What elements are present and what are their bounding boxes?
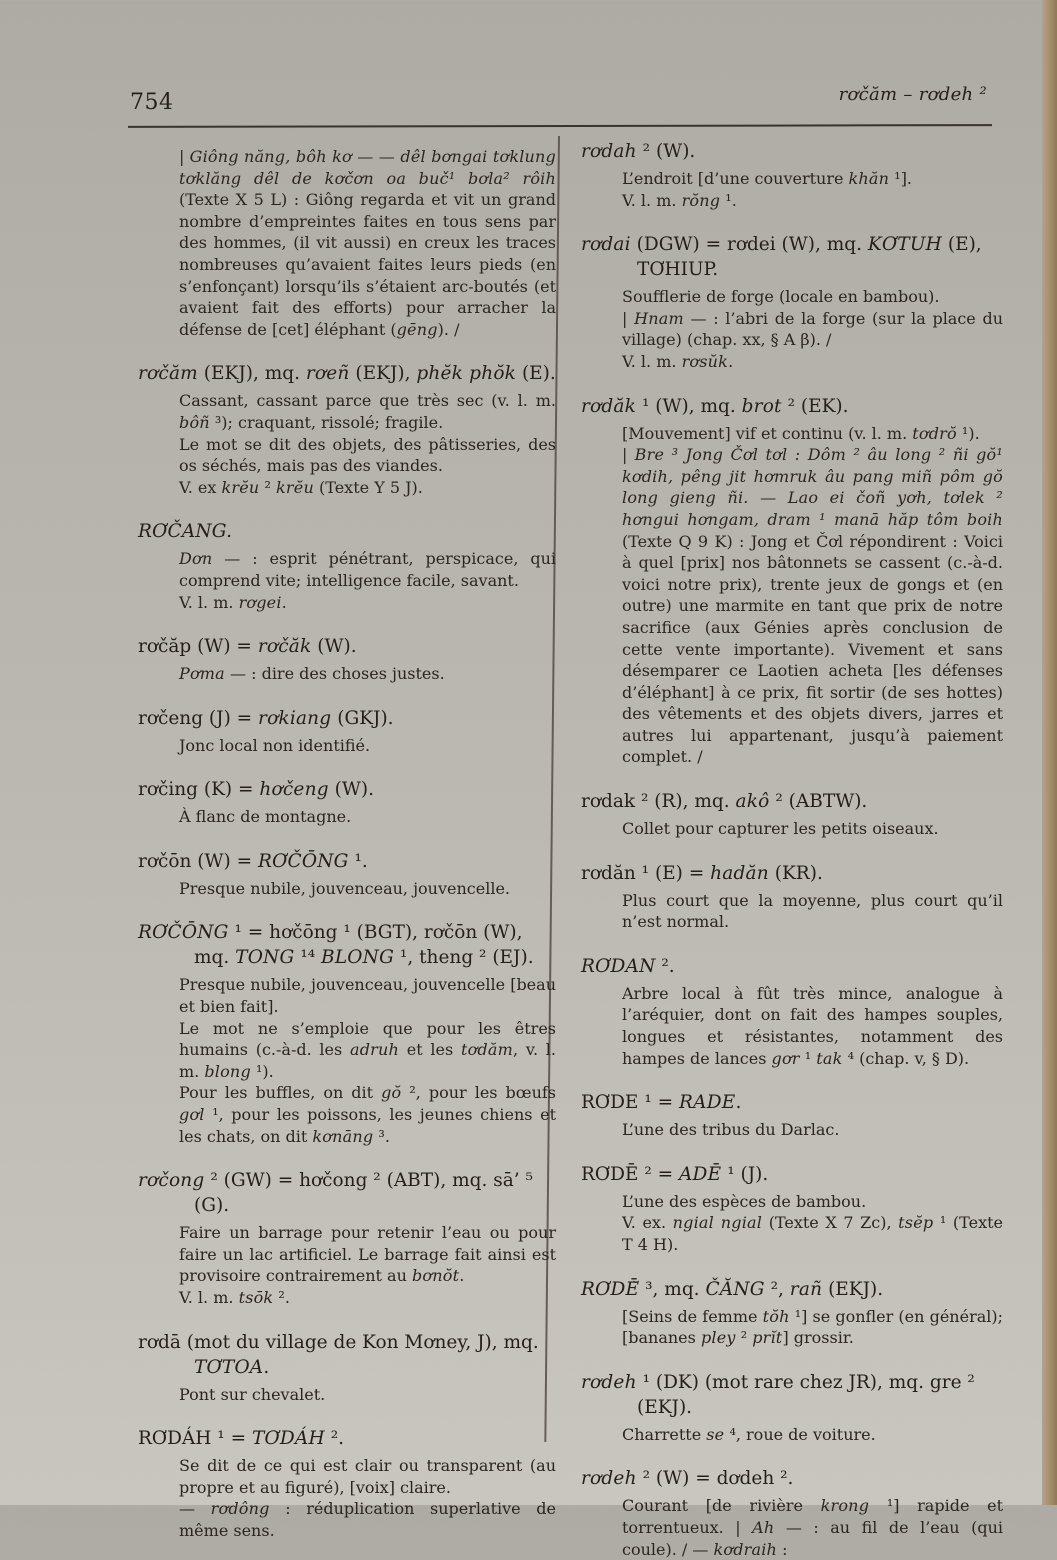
right-column <box>581 139 1003 1560</box>
entry-paragraph: Presque nubile, jouvenceau, jouvencelle [beau et bien fait]. <box>179 975 556 1017</box>
entry-paragraph: Se dit de ce qui est clair ou transparent (au propre et au figuré), [voix] claire. <box>179 1456 556 1497</box>
dictionary-entry <box>581 1162 1003 1256</box>
dictionary-entry <box>138 634 556 685</box>
entry-headword: RƠDAN ². <box>581 955 675 977</box>
entry-headword: RƠDĒ ² = ADĒ ¹ (J). <box>581 1163 769 1185</box>
entry-paragraph: Collet pour capturer les petits oiseaux. <box>622 819 939 839</box>
entry-paragraph: V. l. m. rŏng ¹. <box>622 190 737 210</box>
entry-paragraph: Pont sur chevalet. <box>179 1384 326 1404</box>
entry-paragraph: [Mouvement] vif et continu (v. l. m. tơdrŏ ¹). <box>622 423 980 443</box>
entry-paragraph: Faire un barrage pour retenir l’eau ou pour faire un lac artificiel. Le barrage fait ainsi est provisoire contrairement au bơnŏt. <box>179 1223 556 1286</box>
entry-headword: rơčăp (W) = rơčăk (W). <box>138 636 357 658</box>
entry-paragraph: Cassant, cassant parce que très sec (v. l. m. bôñ ³); craquant, rissolé; fragile. <box>179 391 556 432</box>
entry-paragraph: L’une des espèces de bambou. <box>622 1191 867 1211</box>
dictionary-entry <box>138 519 556 613</box>
entry-headword: rơdā (mot du village de Kon Mơney, J), mq. TƠTOA. <box>138 1331 539 1378</box>
entry-headword: RƠČŌNG ¹ = hơčōng ¹ (BGT), rơčōn (W), mq. TONG ¹⁴ BLONG ¹, theng ² (EJ). <box>138 922 534 969</box>
entry-paragraph: À flanc de montagne. <box>179 807 352 827</box>
entry-headword: rơdeh ¹ (DK) (mot rare chez JR), mq. gre ² (EKJ). <box>581 1371 975 1418</box>
page-number: 754 <box>130 90 174 115</box>
entry-paragraph: — rơdông : réduplication superlative de même sens. <box>179 1499 556 1540</box>
dictionary-entry <box>581 1370 1003 1446</box>
entry-headword: rơdăk ¹ (W), mq. brot ² (EK). <box>581 395 849 417</box>
dictionary-entry <box>581 232 1003 372</box>
entry-paragraph: Le mot ne s’emploie que pour les êtres humains (c.-à-d. les adruh et les tơdăm, v. l. m. blong ¹). <box>179 1018 556 1081</box>
dictionary-entry <box>581 954 1003 1069</box>
entry-paragraph: | Hnam — : l’abri de la forge (sur la place du village) (chap. xx, § A β). / <box>622 308 1004 350</box>
entry-headword: rơdak ² (R), mq. akô ² (ABTW). <box>581 791 868 813</box>
entry-headword: rơčeng (J) = rơkiang (GKJ). <box>138 707 394 729</box>
entry-paragraph: Plus court que la moyenne, plus court qu’il n’est normal. <box>622 890 1003 932</box>
entry-paragraph: V. ex. ngial ngial (Texte X 7 Zc), tsĕp ¹ (Texte T 4 H). <box>622 1213 1003 1254</box>
dictionary-entry <box>581 1466 1003 1560</box>
dictionary-entry <box>138 146 556 340</box>
entry-paragraph: Jonc local non identifié. <box>179 735 371 755</box>
dictionary-entry <box>138 1426 556 1541</box>
entry-paragraph: V. l. m. tsōk ². <box>179 1288 290 1307</box>
dictionary-entry <box>138 361 556 498</box>
dictionary-entry <box>581 861 1003 933</box>
dictionary-entry <box>581 789 1003 840</box>
entry-paragraph: Presque nubile, jouvenceau, jouvencelle. <box>179 878 511 898</box>
entry-headword: rơdai (DGW) = rơdei (W), mq. KƠTUH (E), TƠHIUP. <box>581 234 982 281</box>
dictionary-entry <box>581 139 1003 211</box>
entry-paragraph: L’une des tribus du Darlac. <box>622 1120 840 1140</box>
entry-headword: rơčing (K) = hơčeng (W). <box>138 779 374 801</box>
dictionary-entry <box>138 777 556 828</box>
entry-headword: rơdah ² (W). <box>581 141 696 162</box>
entry-paragraph: Le mot se dit des objets, des pâtisseries, des os séchés, mais pas des viandes. <box>179 434 556 476</box>
dictionary-entry <box>581 1277 1003 1349</box>
entry-headword: RƠDĒ̆ ³, mq. ČĂNG ², rañ (EKJ). <box>581 1278 884 1300</box>
entry-headword: rơdăn ¹ (E) = hadăn (KR). <box>581 862 823 884</box>
dictionary-entry <box>581 394 1003 769</box>
page-edge-strip <box>1042 0 1057 1505</box>
entry-paragraph: Pơma — : dire des choses justes. <box>179 664 445 684</box>
entry-headword: RƠDÁH ¹ = TƠDÁH ². <box>138 1428 345 1450</box>
entry-headword: rơčăm (EKJ), mq. rơeñ (EKJ), phĕk phŏk (E). <box>138 363 556 385</box>
header-rule <box>128 124 992 128</box>
dictionary-entry <box>138 1168 556 1308</box>
entry-headword: RƠDE ¹ = RADE. <box>581 1092 742 1114</box>
entry-paragraph: V. ex krĕu ² krĕu (Texte Y 5 J). <box>179 477 423 497</box>
dictionary-entry <box>581 1090 1003 1141</box>
entry-paragraph: Soufflerie de forge (locale en bambou). <box>622 287 940 307</box>
dictionary-entry <box>138 1330 556 1406</box>
left-column <box>138 146 556 1542</box>
entry-paragraph: [Seins de femme tŏh ¹] se gonfler (en général); [bananes pley ² prĭt] grossir. <box>622 1306 1003 1348</box>
running-head: rơčăm – rơdeh ² <box>838 84 987 105</box>
dictionary-entry <box>138 706 556 757</box>
entry-headword: rơdeh ² (W) = dơdeh ². <box>581 1468 794 1490</box>
dictionary-entry <box>138 849 556 900</box>
entry-paragraph: Arbre local à fût très mince, analogue à l’aréquier, dont on fait des hampes souples, longues et résistantes, notamment des hampes de lances gơr ¹ tak ⁴ (chap. v, § D). <box>622 983 1003 1068</box>
entry-paragraph: Charrette se ⁴, roue de voiture. <box>622 1424 876 1444</box>
entry-paragraph: | Giông năng, bôh kơ — — dêl bơngai tơklung tơklăng dêl de kơčơn oa buč¹ bơla² rôih (Texte X 5 L) : Giông regarda et vit un grand nombre d’empreintes faites en tous sens par des hommes, (il vit aussi) en creux les traces nombreuses qu’avaient faites leurs pieds (en s’enfonçant) lorsqu’ils s’étaient arc-boutés (et avaient fait des efforts) pour arracher la défense de [cet] éléphant (gēng). / <box>179 147 556 339</box>
entry-paragraph: Courant [de rivière krong ¹] rapide et torrentueux. | Ah — : au fil de l’eau (qui coule). / — kơdraih : <box>622 1496 1003 1559</box>
entry-headword: RƠČANG. <box>138 521 233 543</box>
entry-headword: rơčong ² (GW) = hơčong ² (ABT), mq. sā’ ⁵ (G). <box>138 1170 533 1217</box>
entry-paragraph: V. l. m. rơgei. <box>179 592 287 612</box>
dictionary-entry <box>138 920 556 1147</box>
entry-paragraph: | Bre ³ Jong Čơl tơl : Dôm ² âu long ² ñi gŏ¹ kơdih, pêng jit hơmruk âu pang miñ pôm gŏ long gieng ñi. — Lao ei čoñ yơh, tơlek ² hơngui hơngam, dram ¹ manā hăp tôm boih (Texte Q 9 K) : Jong et Čơl répondirent : Voici à quel [prix] nos bâtonnets se cassent (c.-à-d. voici notre prix), trente jeux de gongs et (en outre) une marmite en tant que prix de notre sacrifice (aux Génies après conclusion de cette vente importante). Vivement et sans désemparer ce Laotien acheta [les défenses d’éléphant] à ce prix, fit sortir (de ses hottes) des vêtements et des objets divers, jarres et autres lui appartenant, jusqu’à paiement complet. / <box>622 445 1003 767</box>
entry-paragraph: L’endroit [d’une couverture khăn ¹]. <box>622 169 913 188</box>
entry-paragraph: V. l. m. rơsŭk. <box>622 351 734 371</box>
entry-paragraph: Pour les buffles, on dit gŏ ², pour les bœufs gơl ¹, pour les poissons, les jeunes chiens et les chats, on dit kơnāng ³. <box>179 1083 556 1146</box>
entry-paragraph: Dơn — : esprit pénétrant, perspicace, qui comprend vite; intelligence facile, savant. <box>179 549 556 590</box>
entry-headword: rơčōn (W) = RƠČŌNG ¹. <box>138 850 368 872</box>
